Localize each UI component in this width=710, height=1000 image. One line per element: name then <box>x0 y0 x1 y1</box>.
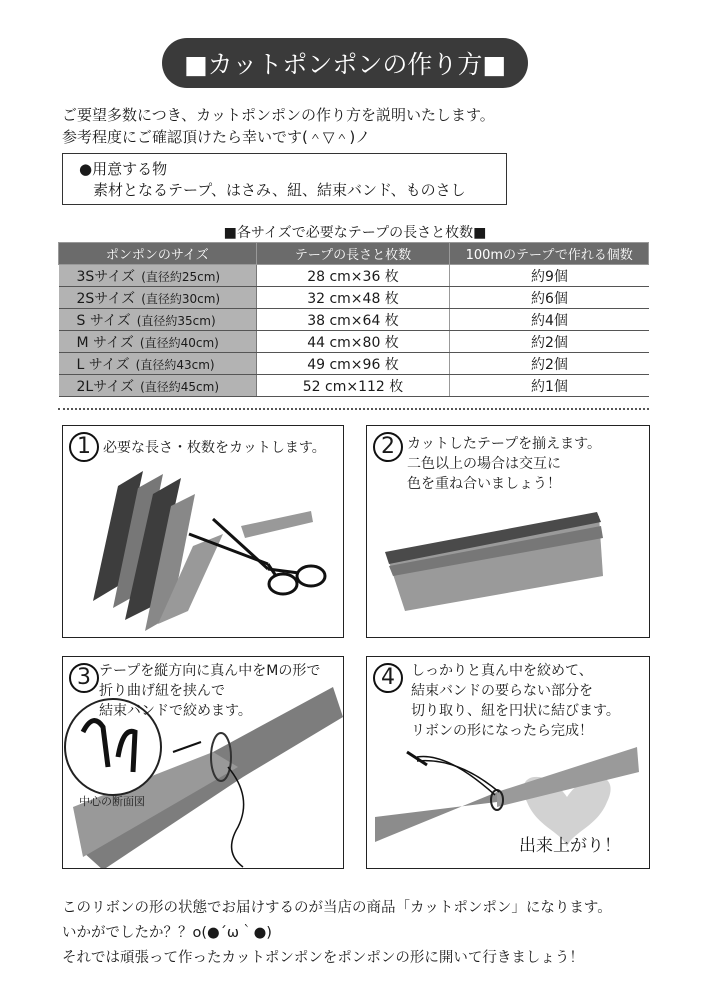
outro-line: このリボンの形の状態でお届けするのが当店の商品「カットポンポン」になります。 <box>62 900 612 916</box>
step-text: 必要な長さ・枚数をカットします。 <box>103 440 326 456</box>
length-cell: 52 cm×112 枚 <box>256 375 450 397</box>
outro-line: それでは頑張って作ったカットポンポンをポンポンの形に開いて行きましょう！ <box>62 950 584 966</box>
header-length: テープの長さと枚数 <box>256 243 450 265</box>
length-cell: 32 cm×48 枚 <box>256 287 450 309</box>
size-cell: M サイズ (直径約40cm) <box>59 331 257 353</box>
table-title: ■各サイズで必要なテープの長さと枚数■ <box>223 225 487 241</box>
outro-line: いかがでしたか？？o(●´ω｀●) <box>62 925 272 941</box>
table-row <box>59 265 649 287</box>
size-cell: 2Lサイズ (直径約45cm) <box>59 375 257 397</box>
supplies-items: 素材となるテープ、はさみ、紐、結束バンド、ものさし <box>93 181 466 199</box>
count-cell: 約9個 <box>450 265 649 287</box>
intro-line: ご要望多数につき、カットポンポンの作り方を説明いたします。 <box>62 106 495 124</box>
length-cell: 38 cm×64 枚 <box>256 309 450 331</box>
finished-label: 出来上がり！ <box>519 836 621 856</box>
length-cell: 44 cm×80 枚 <box>256 331 450 353</box>
step-text: しっかりと真ん中を絞めて、 結束バンドの要らない部分を 切り取り、紐を円状に結びます。 リボンの形になったら完成！ <box>411 663 620 739</box>
supplies-box <box>62 153 507 205</box>
size-table <box>58 242 649 397</box>
count-cell: 約6個 <box>450 287 649 309</box>
dotted-divider <box>58 408 649 410</box>
supplies-heading: ●用意する物 <box>79 160 168 178</box>
step-1-panel <box>62 425 344 638</box>
intro-line: 参考程度にご確認頂けたら幸いです(＾▽＾)ノ <box>62 128 371 146</box>
table-row <box>59 309 649 331</box>
size-cell: S サイズ (直径約35cm) <box>59 309 257 331</box>
step-text: テープを縦方向に真ん中をMの形で 折り曲げ紐を挟んで 結束バンドで絞めます。 <box>99 663 321 719</box>
step-3-panel <box>62 656 344 869</box>
header-size: ポンポンのサイズ <box>59 243 257 265</box>
page-title: ■カットポンポンの作り方■ <box>162 38 528 88</box>
step-4-panel <box>366 656 650 869</box>
cross-section-label: 中心の断面図 <box>79 795 145 808</box>
count-cell: 約1個 <box>450 375 649 397</box>
count-cell: 約2個 <box>450 331 649 353</box>
size-cell: 3Sサイズ (直径約25cm) <box>59 265 257 287</box>
step-2-panel <box>366 425 650 638</box>
size-cell: L サイズ (直径約43cm) <box>59 353 257 375</box>
outro-text <box>62 896 612 971</box>
step-number: 1 <box>69 432 99 462</box>
length-cell: 49 cm×96 枚 <box>256 353 450 375</box>
intro-text <box>62 104 495 148</box>
step-text: カットしたテープを揃えます。 二色以上の場合は交互に 色を重ね合いましょう！ <box>407 436 602 492</box>
table-row <box>59 287 649 309</box>
step-number: 2 <box>373 432 403 462</box>
table-row <box>59 375 649 397</box>
table-header-row <box>59 243 649 265</box>
size-cell: 2Sサイズ (直径約30cm) <box>59 287 257 309</box>
table-row <box>59 331 649 353</box>
step-number: 4 <box>373 663 403 693</box>
header-count: 100mのテープで作れる個数 <box>450 243 649 265</box>
step-number: 3 <box>69 663 99 693</box>
table-row <box>59 353 649 375</box>
length-cell: 28 cm×36 枚 <box>256 265 450 287</box>
count-cell: 約4個 <box>450 309 649 331</box>
count-cell: 約2個 <box>450 353 649 375</box>
